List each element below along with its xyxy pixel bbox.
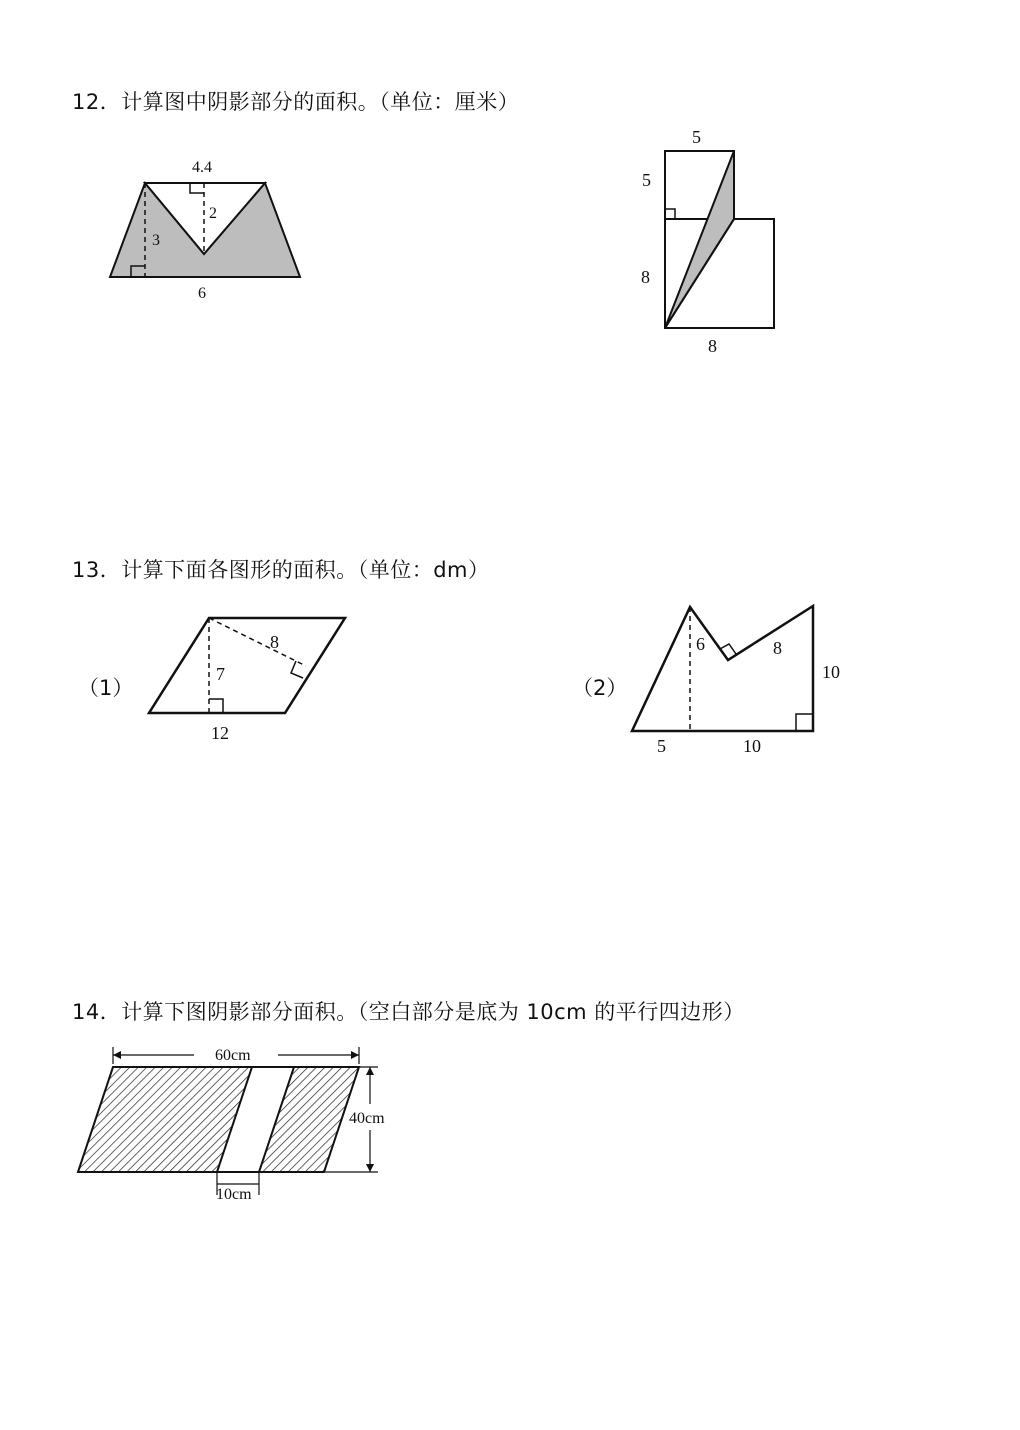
label-gap: 10cm (216, 1186, 252, 1203)
label-v-height: 2 (209, 205, 217, 222)
label-height: 40cm (349, 1110, 385, 1127)
question-13-title: 13．计算下面各图形的面积。（单位：dm） (72, 558, 490, 582)
label-side-height: 3 (152, 232, 160, 249)
part-2-label: （2） (572, 676, 628, 700)
label-base-right: 10 (743, 736, 761, 756)
label-big-bottom: 8 (708, 336, 717, 356)
label-right: 10 (822, 662, 840, 682)
parallelogram (149, 618, 345, 713)
label-bottom: 6 (198, 285, 206, 302)
label-small-top: 5 (692, 127, 701, 147)
question-12-title: 12．计算图中阴影部分的面积。（单位：厘米） (72, 90, 520, 114)
question-14-title: 14．计算下图阴影部分面积。（空白部分是底为 10cm 的平行四边形） (72, 1000, 745, 1024)
hatched-left (78, 1067, 252, 1172)
label-base: 12 (211, 723, 229, 743)
q14-hatched-figure (78, 1047, 385, 1203)
label-width: 60cm (215, 1047, 251, 1064)
shaded-triangle (665, 151, 734, 328)
composite-shape (632, 606, 813, 731)
hatched-right (259, 1067, 359, 1172)
label-top: 4.4 (192, 159, 212, 176)
label-height: 7 (216, 664, 225, 684)
label-base-left: 5 (657, 736, 666, 756)
q12-trapezoid-figure (110, 159, 300, 302)
q13-composite-figure (632, 606, 840, 756)
label-small-side: 5 (642, 170, 651, 190)
q13-parallelogram-figure (149, 618, 345, 743)
label-slant-height: 8 (270, 632, 279, 652)
part-1-label: （1） (78, 676, 134, 700)
label-big-side: 8 (641, 267, 650, 287)
label-left-height: 6 (696, 634, 705, 654)
q12-squares-figure (641, 127, 774, 356)
label-slant: 8 (773, 638, 782, 658)
